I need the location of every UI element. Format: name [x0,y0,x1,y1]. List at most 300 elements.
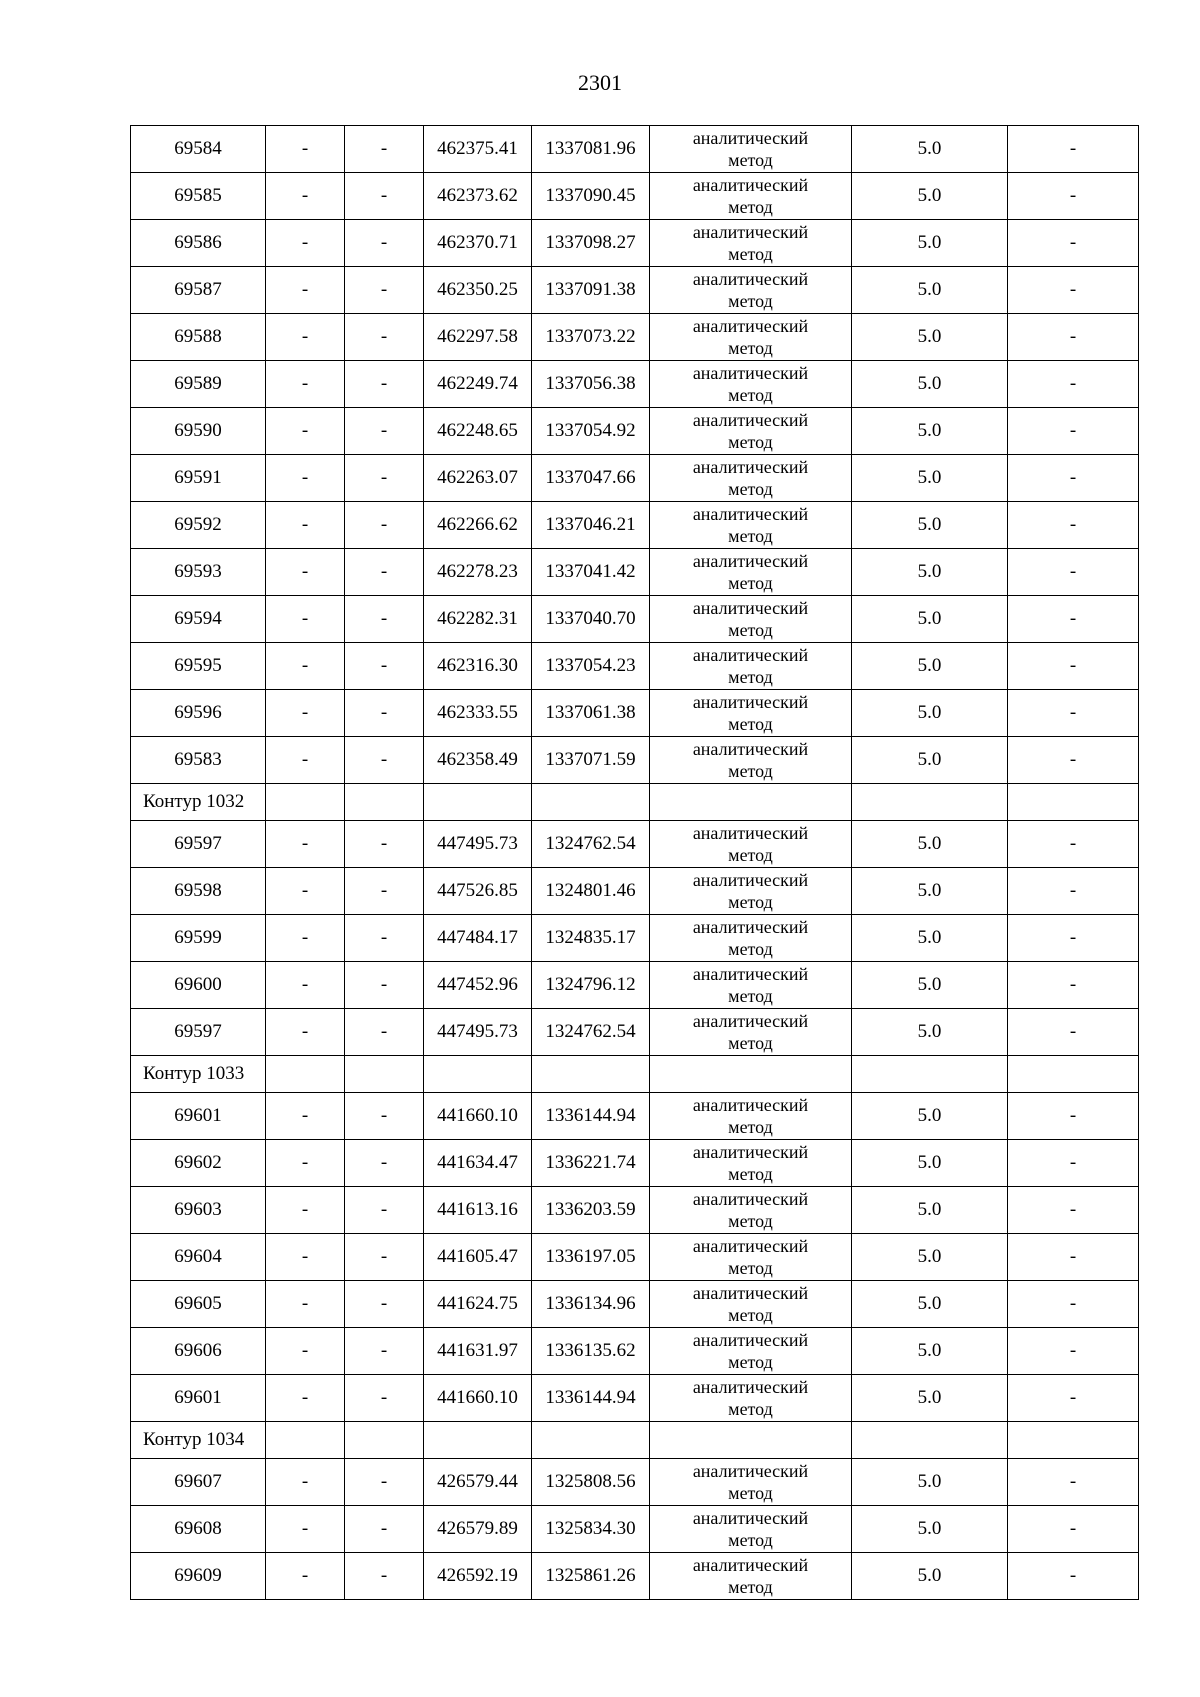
point-id-cell: 69600 [131,962,266,1009]
table-row [131,1140,1139,1187]
method-cell [650,1506,852,1553]
empty-cell [345,1422,424,1459]
dash-cell: - [345,1187,424,1234]
method-line-2: метод [728,714,773,734]
dash-cell: - [1008,1375,1139,1422]
y-coordinate-cell: 1336203.59 [532,1187,650,1234]
point-id-cell: 69594 [131,596,266,643]
method-cell [650,455,852,502]
accuracy-cell: 5.0 [852,1140,1008,1187]
dash-cell: - [266,1140,345,1187]
method-cell [650,549,852,596]
dash-cell: - [1008,690,1139,737]
accuracy-cell: 5.0 [852,737,1008,784]
method-line-2: метод [728,1399,773,1419]
method-line-2: метод [728,667,773,687]
accuracy-cell: 5.0 [852,690,1008,737]
method-line-1: аналитический [692,1095,809,1115]
dash-cell: - [1008,1281,1139,1328]
dash-cell: - [1008,173,1139,220]
method-line-2: метод [728,1258,773,1278]
dash-cell: - [1008,868,1139,915]
table-row [131,1281,1139,1328]
accuracy-cell: 5.0 [852,1234,1008,1281]
accuracy-cell: 5.0 [852,821,1008,868]
table-row [131,1506,1139,1553]
dash-cell: - [266,1506,345,1553]
dash-cell: - [1008,1328,1139,1375]
method-line-1: аналитический [692,870,809,890]
point-id-cell: 69602 [131,1140,266,1187]
empty-cell [266,1056,345,1093]
dash-cell: - [1008,1093,1139,1140]
table-row [131,408,1139,455]
x-coordinate-cell: 462333.55 [424,690,532,737]
dash-cell: - [266,549,345,596]
method-cell [650,1234,852,1281]
method-line-2: метод [728,1033,773,1053]
accuracy-cell: 5.0 [852,1375,1008,1422]
dash-cell: - [345,962,424,1009]
dash-cell: - [345,915,424,962]
point-id-cell: 69593 [131,549,266,596]
dash-cell: - [1008,1234,1139,1281]
x-coordinate-cell: 441605.47 [424,1234,532,1281]
accuracy-cell: 5.0 [852,408,1008,455]
dash-cell: - [266,962,345,1009]
dash-cell: - [345,1506,424,1553]
method-line-2: метод [728,244,773,264]
method-line-1: аналитический [692,504,809,524]
accuracy-cell: 5.0 [852,455,1008,502]
point-id-cell: 69595 [131,643,266,690]
y-coordinate-cell: 1337046.21 [532,502,650,549]
dash-cell: - [345,267,424,314]
method-line-1: аналитический [692,551,809,571]
accuracy-cell: 5.0 [852,314,1008,361]
dash-cell: - [345,1459,424,1506]
dash-cell: - [345,643,424,690]
method-line-1: аналитический [692,1508,809,1528]
coordinates-table [130,125,1139,1600]
method-line-1: аналитический [692,222,809,242]
dash-cell: - [266,596,345,643]
table-row [131,737,1139,784]
y-coordinate-cell: 1324835.17 [532,915,650,962]
dash-cell: - [266,1553,345,1600]
dash-cell: - [1008,962,1139,1009]
method-line-1: аналитический [692,823,809,843]
dash-cell: - [266,220,345,267]
method-line-1: аналитический [692,1142,809,1162]
method-cell [650,1375,852,1422]
accuracy-cell: 5.0 [852,1187,1008,1234]
dash-cell: - [1008,1553,1139,1600]
dash-cell: - [345,1009,424,1056]
method-line-1: аналитический [692,1461,809,1481]
method-cell [650,1187,852,1234]
point-id-cell: 69598 [131,868,266,915]
dash-cell: - [266,1328,345,1375]
method-line-1: аналитический [692,1377,809,1397]
y-coordinate-cell: 1337040.70 [532,596,650,643]
y-coordinate-cell: 1337073.22 [532,314,650,361]
table-row [131,126,1139,173]
point-id-cell: 69597 [131,1009,266,1056]
dash-cell: - [345,1375,424,1422]
table-row [131,1459,1139,1506]
method-cell [650,1281,852,1328]
accuracy-cell: 5.0 [852,596,1008,643]
x-coordinate-cell: 447526.85 [424,868,532,915]
method-cell [650,737,852,784]
method-line-2: метод [728,620,773,640]
y-coordinate-cell: 1337098.27 [532,220,650,267]
method-line-2: метод [728,1211,773,1231]
point-id-cell: 69584 [131,126,266,173]
dash-cell: - [1008,596,1139,643]
dash-cell: - [345,1093,424,1140]
dash-cell: - [266,737,345,784]
method-cell [650,1140,852,1187]
dash-cell: - [1008,1459,1139,1506]
empty-cell [345,784,424,821]
dash-cell: - [345,173,424,220]
y-coordinate-cell: 1337047.66 [532,455,650,502]
x-coordinate-cell: 447495.73 [424,1009,532,1056]
method-line-1: аналитический [692,1330,809,1350]
method-line-2: метод [728,1164,773,1184]
y-coordinate-cell: 1336134.96 [532,1281,650,1328]
method-line-2: метод [728,197,773,217]
method-cell [650,868,852,915]
y-coordinate-cell: 1336144.94 [532,1093,650,1140]
contour-label: Контур 1032 [131,784,266,821]
table-row [131,502,1139,549]
y-coordinate-cell: 1336144.94 [532,1375,650,1422]
dash-cell: - [345,502,424,549]
empty-cell [1008,784,1139,821]
dash-cell: - [266,173,345,220]
method-line-1: аналитический [692,1189,809,1209]
table-row [131,821,1139,868]
empty-cell [852,1422,1008,1459]
dash-cell: - [266,502,345,549]
contour-header-row [131,784,1139,821]
method-line-1: аналитический [692,457,809,477]
method-line-2: метод [728,939,773,959]
x-coordinate-cell: 462249.74 [424,361,532,408]
table-row [131,596,1139,643]
empty-cell [650,1422,852,1459]
dash-cell: - [266,915,345,962]
method-line-2: метод [728,1483,773,1503]
dash-cell: - [1008,643,1139,690]
table-row [131,868,1139,915]
point-id-cell: 69607 [131,1459,266,1506]
accuracy-cell: 5.0 [852,549,1008,596]
method-line-2: метод [728,479,773,499]
x-coordinate-cell: 441660.10 [424,1375,532,1422]
accuracy-cell: 5.0 [852,220,1008,267]
x-coordinate-cell: 426579.44 [424,1459,532,1506]
method-line-1: аналитический [692,598,809,618]
empty-cell [424,784,532,821]
method-cell [650,173,852,220]
method-cell [650,1093,852,1140]
x-coordinate-cell: 462282.31 [424,596,532,643]
y-coordinate-cell: 1324801.46 [532,868,650,915]
method-line-2: метод [728,1305,773,1325]
method-cell [650,690,852,737]
table-row [131,267,1139,314]
method-line-1: аналитический [692,1011,809,1031]
method-line-1: аналитический [692,316,809,336]
table-row [131,314,1139,361]
accuracy-cell: 5.0 [852,173,1008,220]
method-cell [650,1009,852,1056]
table-row [131,1328,1139,1375]
point-id-cell: 69587 [131,267,266,314]
x-coordinate-cell: 462248.65 [424,408,532,455]
accuracy-cell: 5.0 [852,1506,1008,1553]
y-coordinate-cell: 1324762.54 [532,821,650,868]
dash-cell: - [345,1234,424,1281]
method-cell [650,596,852,643]
empty-cell [532,784,650,821]
dash-cell: - [266,361,345,408]
y-coordinate-cell: 1325808.56 [532,1459,650,1506]
x-coordinate-cell: 441624.75 [424,1281,532,1328]
x-coordinate-cell: 462370.71 [424,220,532,267]
dash-cell: - [1008,408,1139,455]
method-line-2: метод [728,385,773,405]
method-cell [650,643,852,690]
empty-cell [852,784,1008,821]
table-row [131,1187,1139,1234]
y-coordinate-cell: 1337056.38 [532,361,650,408]
empty-cell [266,784,345,821]
contour-header-row [131,1056,1139,1093]
dash-cell: - [1008,220,1139,267]
point-id-cell: 69606 [131,1328,266,1375]
y-coordinate-cell: 1336135.62 [532,1328,650,1375]
empty-cell [1008,1056,1139,1093]
table-row [131,220,1139,267]
contour-label: Контур 1034 [131,1422,266,1459]
dash-cell: - [266,1187,345,1234]
accuracy-cell: 5.0 [852,267,1008,314]
table-row [131,962,1139,1009]
point-id-cell: 69592 [131,502,266,549]
x-coordinate-cell: 462373.62 [424,173,532,220]
y-coordinate-cell: 1325861.26 [532,1553,650,1600]
method-line-2: метод [728,1117,773,1137]
method-line-1: аналитический [692,1236,809,1256]
dash-cell: - [345,821,424,868]
x-coordinate-cell: 462266.62 [424,502,532,549]
x-coordinate-cell: 462263.07 [424,455,532,502]
y-coordinate-cell: 1337041.42 [532,549,650,596]
empty-cell [532,1422,650,1459]
dash-cell: - [266,408,345,455]
dash-cell: - [1008,502,1139,549]
y-coordinate-cell: 1337061.38 [532,690,650,737]
accuracy-cell: 5.0 [852,1459,1008,1506]
x-coordinate-cell: 462358.49 [424,737,532,784]
dash-cell: - [345,737,424,784]
y-coordinate-cell: 1336221.74 [532,1140,650,1187]
method-cell [650,361,852,408]
y-coordinate-cell: 1325834.30 [532,1506,650,1553]
y-coordinate-cell: 1337091.38 [532,267,650,314]
dash-cell: - [1008,314,1139,361]
accuracy-cell: 5.0 [852,1009,1008,1056]
method-line-1: аналитический [692,175,809,195]
empty-cell [532,1056,650,1093]
table-row [131,549,1139,596]
empty-cell [650,1056,852,1093]
method-line-1: аналитический [692,964,809,984]
method-line-2: метод [728,892,773,912]
table-row [131,1009,1139,1056]
dash-cell: - [1008,267,1139,314]
x-coordinate-cell: 441660.10 [424,1093,532,1140]
method-line-1: аналитический [692,269,809,289]
empty-cell [424,1056,532,1093]
accuracy-cell: 5.0 [852,1553,1008,1600]
method-line-1: аналитический [692,645,809,665]
x-coordinate-cell: 441631.97 [424,1328,532,1375]
table-row [131,455,1139,502]
point-id-cell: 69588 [131,314,266,361]
method-line-1: аналитический [692,363,809,383]
table-row [131,1093,1139,1140]
accuracy-cell: 5.0 [852,868,1008,915]
table-body [131,126,1139,1600]
point-id-cell: 69590 [131,408,266,455]
point-id-cell: 69591 [131,455,266,502]
method-line-1: аналитический [692,1555,809,1575]
point-id-cell: 69583 [131,737,266,784]
x-coordinate-cell: 447484.17 [424,915,532,962]
method-line-2: метод [728,526,773,546]
dash-cell: - [266,126,345,173]
method-line-2: метод [728,761,773,781]
method-cell [650,962,852,1009]
dash-cell: - [345,408,424,455]
x-coordinate-cell: 447495.73 [424,821,532,868]
table-row [131,1375,1139,1422]
point-id-cell: 69604 [131,1234,266,1281]
dash-cell: - [1008,1187,1139,1234]
dash-cell: - [266,868,345,915]
empty-cell [1008,1422,1139,1459]
point-id-cell: 69586 [131,220,266,267]
accuracy-cell: 5.0 [852,126,1008,173]
method-line-2: метод [728,1352,773,1372]
dash-cell: - [1008,1009,1139,1056]
dash-cell: - [1008,737,1139,784]
y-coordinate-cell: 1336197.05 [532,1234,650,1281]
method-line-2: метод [728,1577,773,1597]
dash-cell: - [1008,455,1139,502]
method-cell [650,408,852,455]
x-coordinate-cell: 447452.96 [424,962,532,1009]
method-line-2: метод [728,1530,773,1550]
point-id-cell: 69597 [131,821,266,868]
method-cell [650,915,852,962]
dash-cell: - [345,690,424,737]
dash-cell: - [266,314,345,361]
accuracy-cell: 5.0 [852,502,1008,549]
accuracy-cell: 5.0 [852,1093,1008,1140]
accuracy-cell: 5.0 [852,915,1008,962]
dash-cell: - [266,1093,345,1140]
y-coordinate-cell: 1324762.54 [532,1009,650,1056]
method-cell [650,1328,852,1375]
dash-cell: - [266,1234,345,1281]
point-id-cell: 69596 [131,690,266,737]
method-cell [650,1459,852,1506]
table-row [131,915,1139,962]
dash-cell: - [1008,361,1139,408]
dash-cell: - [345,1553,424,1600]
accuracy-cell: 5.0 [852,962,1008,1009]
dash-cell: - [1008,1506,1139,1553]
method-line-1: аналитический [692,1283,809,1303]
dash-cell: - [1008,549,1139,596]
point-id-cell: 69608 [131,1506,266,1553]
point-id-cell: 69599 [131,915,266,962]
method-line-2: метод [728,338,773,358]
table-row [131,690,1139,737]
dash-cell: - [1008,126,1139,173]
method-line-2: метод [728,150,773,170]
dash-cell: - [345,549,424,596]
dash-cell: - [266,690,345,737]
empty-cell [650,784,852,821]
method-cell [650,267,852,314]
dash-cell: - [345,1140,424,1187]
dash-cell: - [266,1281,345,1328]
point-id-cell: 69603 [131,1187,266,1234]
table-row [131,643,1139,690]
x-coordinate-cell: 462375.41 [424,126,532,173]
x-coordinate-cell: 462278.23 [424,549,532,596]
dash-cell: - [345,1281,424,1328]
dash-cell: - [345,314,424,361]
dash-cell: - [1008,1140,1139,1187]
y-coordinate-cell: 1337081.96 [532,126,650,173]
dash-cell: - [266,1459,345,1506]
empty-cell [266,1422,345,1459]
dash-cell: - [266,1009,345,1056]
x-coordinate-cell: 426592.19 [424,1553,532,1600]
x-coordinate-cell: 441634.47 [424,1140,532,1187]
point-id-cell: 69605 [131,1281,266,1328]
dash-cell: - [266,455,345,502]
method-line-2: метод [728,573,773,593]
method-cell [650,314,852,361]
point-id-cell: 69609 [131,1553,266,1600]
method-line-2: метод [728,986,773,1006]
method-line-2: метод [728,845,773,865]
table-row [131,173,1139,220]
accuracy-cell: 5.0 [852,361,1008,408]
dash-cell: - [345,361,424,408]
y-coordinate-cell: 1337054.23 [532,643,650,690]
